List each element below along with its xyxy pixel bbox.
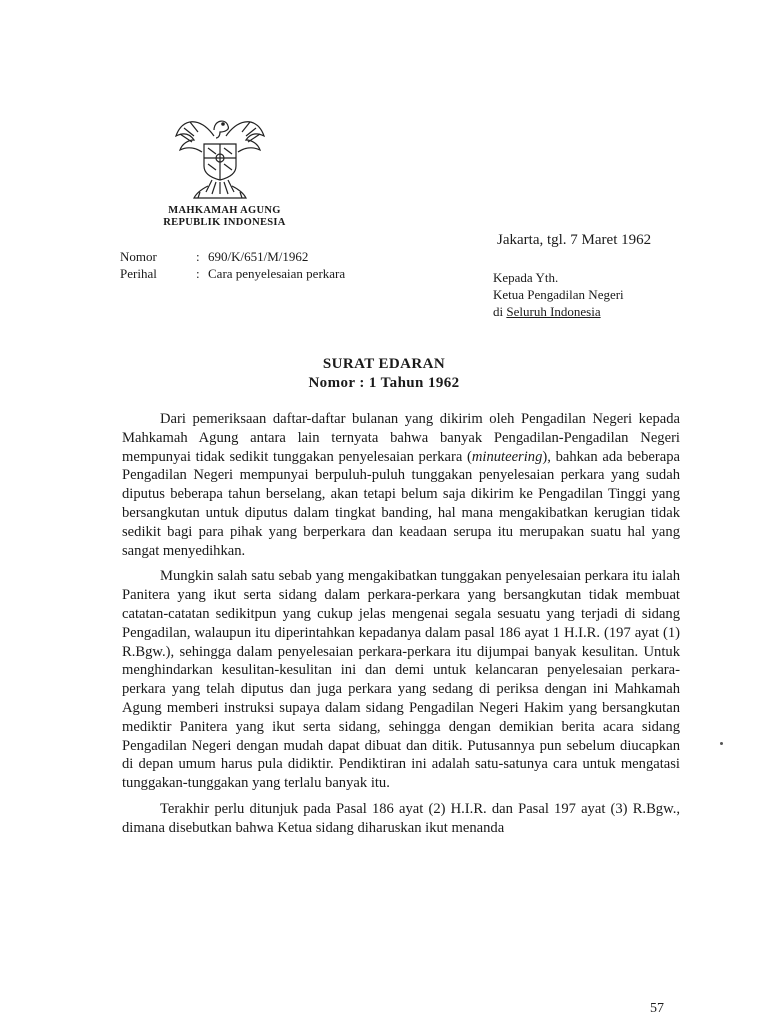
nomor-value: 690/K/651/M/1962	[208, 249, 309, 264]
body-paragraph-1-term: minuteering	[471, 448, 543, 465]
nomor-row	[120, 248, 345, 265]
perihal-row	[120, 265, 345, 282]
recipient-location-underlined: Seluruh Indonesia	[506, 304, 601, 319]
perihal-label: Perihal	[120, 266, 157, 281]
recipient-location	[493, 303, 624, 320]
perihal-value: Cara penyelesaian perkara	[208, 266, 346, 281]
body-paragraph-1-start: Dari pemeriksaan daftar-daftar bulanan yang dikirim oleh Pengadilan Negeri kepada Mahkamah Agung antara lain ternyata bahwa banyak Pengadilan-Pengadilan Negeri mempunyai tidak sedikit tunggakan penyelesaian perkara (	[122, 411, 680, 465]
nomor-separator: :	[196, 249, 200, 264]
body-paragraph-1	[122, 410, 680, 560]
recipient-location-prefix: di	[493, 304, 507, 319]
scan-artifact-dots	[0, 4, 768, 6]
page-number: 57	[650, 1001, 664, 1016]
place-date: Jakarta, tgl. 7 Maret 1962	[497, 232, 652, 248]
document-title: SURAT EDARAN	[322, 356, 446, 372]
recipient-block	[493, 269, 624, 320]
letter-body	[122, 410, 680, 845]
recipient-title: Ketua Pengadilan Negeri	[493, 287, 624, 302]
letter-meta	[120, 248, 345, 282]
body-paragraph-3: Terakhir perlu ditunjuk pada Pasal 186 ayat (2) H.I.R. dan Pasal 197 ayat (3) R.Bgw., dimana disebutkan bahwa Ketua sidang diharuskan ikut menanda	[122, 800, 680, 836]
recipient-salutation: Kepada Yth.	[493, 270, 559, 285]
institution-name: MAHKAMAH AGUNG	[168, 205, 281, 216]
institution-block	[152, 205, 297, 229]
nomor-label: Nomor	[120, 249, 157, 264]
body-paragraph-1-end: ), bahkan ada beberapa Pengadilan Negeri mempunyai berpuluh-puluh tunggakan penyelesaian perkara yang sudah diputus beberapa tahun berselang, akan tetapi belum saja dikirim ke Pengadilan Tinggi yang bersangkutan untuk diputus dalam tingkat banding, hal mana mengakibatkan kerugian tidak sedikit bagi para pihak yang berperkara dan keadaan serupa itu merupakan suatu hal yang sangat menyedihkan.	[122, 448, 680, 559]
institution-country: REPUBLIK INDONESIA	[163, 217, 286, 228]
perihal-separator: :	[196, 266, 200, 281]
body-paragraph-2: Mungkin salah satu sebab yang mengakibatkan tunggakan penyelesaian perkara itu ialah Panitera yang ikut serta sidang dalam perkara-perkara yang bersangkutan tidak membuat catatan-catatan sedikitpun yang cukup jelas mengenai segala sesuatu yang terjadi di sidang Pengadilan, walaupun itu diperintahkan kepadanya dalam pasal 186 ayat 1 H.I.R. (197 ayat (1) R.Bgw.), sehingga dalam penyelesaian perkara-perkara itu dijumpai banyak kesulitan. Untuk menghindarkan kesulitan-kesulitan ini dan demi untuk kelancaran penyelesaian perkara-perkara yang telah diputus dan juga perkara yang sedang di periksa dengan ini Mahkamah Agung memberi instruksi supaya dalam sidang Pengadilan Negeri Hakim yang bersangkutan mediktir Panitera yang ikut serta sidang, sehingga dengan demikian berita acara sidang Pengadilan Negeri dengan mudah dapat dibuat dan ditik. Putusannya pun sebelum diucapkan di depan umum harus pula didiktir. Pendiktiran ini adalah satu-satunya cara untuk mengatasi tunggakan-tunggakan yang terlalu banyak itu.	[122, 568, 680, 792]
scan-speck	[720, 742, 723, 745]
document-number: Nomor : 1 Tahun 1962	[308, 375, 460, 391]
garuda-emblem-icon	[170, 106, 270, 202]
